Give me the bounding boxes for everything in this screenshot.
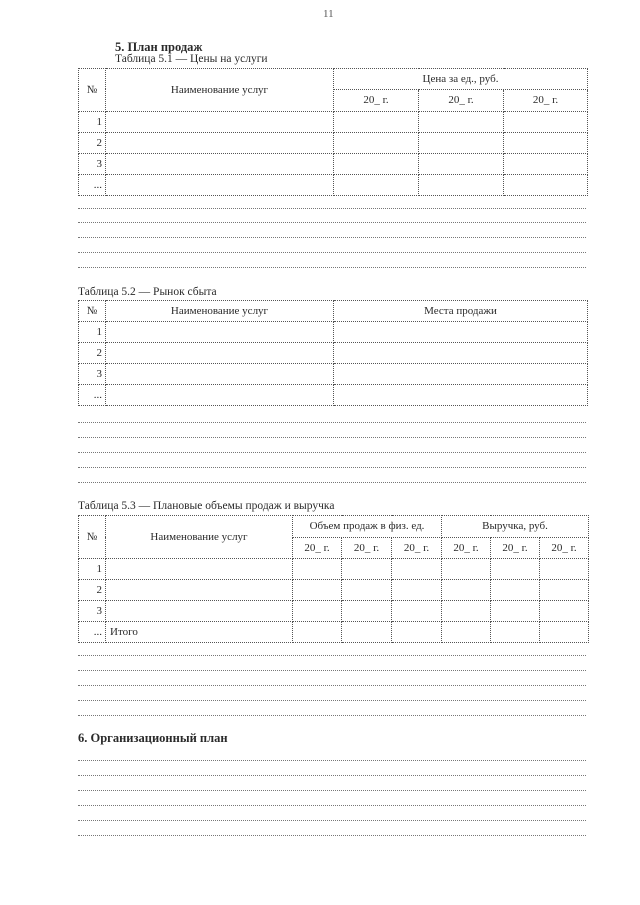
table-row <box>79 559 589 580</box>
section-6-heading: 6. Организационный план <box>78 731 228 745</box>
service-name-cell[interactable] <box>106 385 334 406</box>
table-row <box>79 133 588 154</box>
col-header-sales-volume: Объем продаж в физ. ед. <box>293 516 442 538</box>
revenue-cell[interactable] <box>540 601 589 622</box>
volume-cell[interactable] <box>392 580 442 601</box>
service-name-cell[interactable] <box>106 112 334 133</box>
row-number: 3 <box>79 601 106 622</box>
price-cell[interactable] <box>419 133 504 154</box>
service-name-cell[interactable] <box>106 364 334 385</box>
row-number: ... <box>79 175 106 196</box>
col-header-no: № <box>79 301 106 322</box>
row-number: 1 <box>79 559 106 580</box>
table-row <box>79 112 588 133</box>
revenue-cell[interactable] <box>491 622 540 643</box>
writing-line[interactable] <box>78 820 586 821</box>
volume-cell[interactable] <box>342 601 392 622</box>
table-5-2 <box>78 300 588 406</box>
writing-line[interactable] <box>78 452 586 453</box>
table-row <box>79 601 589 622</box>
price-cell[interactable] <box>334 112 419 133</box>
service-name-cell[interactable] <box>106 343 334 364</box>
sales-place-cell[interactable] <box>334 364 588 385</box>
row-number: 1 <box>79 112 106 133</box>
sales-place-cell[interactable] <box>334 322 588 343</box>
price-cell[interactable] <box>419 175 504 196</box>
year-header: 20_ г. <box>540 537 589 559</box>
writing-line[interactable] <box>78 252 586 253</box>
year-header: 20_ г. <box>419 89 504 111</box>
table-row <box>79 580 589 601</box>
revenue-cell[interactable] <box>491 601 540 622</box>
revenue-cell[interactable] <box>491 559 540 580</box>
page-number: 11 <box>323 8 334 20</box>
revenue-cell[interactable] <box>491 580 540 601</box>
volume-cell[interactable] <box>342 559 392 580</box>
col-header-service-name: Наименование услуг <box>106 516 293 559</box>
price-cell[interactable] <box>334 154 419 175</box>
year-header: 20_ г. <box>504 89 588 111</box>
table-5-1 <box>78 68 588 196</box>
price-cell[interactable] <box>504 154 588 175</box>
table-row <box>79 322 588 343</box>
table-row <box>79 175 588 196</box>
table-row <box>79 343 588 364</box>
revenue-cell[interactable] <box>540 580 589 601</box>
writing-line[interactable] <box>78 655 586 656</box>
year-header: 20_ г. <box>342 537 392 559</box>
volume-cell[interactable] <box>293 601 342 622</box>
service-name-cell[interactable] <box>106 175 334 196</box>
writing-line[interactable] <box>78 715 586 716</box>
writing-line[interactable] <box>78 790 586 791</box>
col-header-service-name: Наименование услуг <box>106 69 334 112</box>
table-row <box>79 154 588 175</box>
writing-line[interactable] <box>78 267 586 268</box>
col-header-service-name: Наименование услуг <box>106 301 334 322</box>
section-5-heading: 5. План продаж <box>115 40 203 54</box>
writing-line[interactable] <box>78 775 586 776</box>
writing-line[interactable] <box>78 237 586 238</box>
col-header-sales-places: Места продажи <box>334 301 588 322</box>
writing-line[interactable] <box>78 835 586 836</box>
price-cell[interactable] <box>334 133 419 154</box>
writing-line[interactable] <box>78 422 586 423</box>
service-name-cell[interactable] <box>106 154 334 175</box>
writing-line[interactable] <box>78 437 586 438</box>
row-number: ... <box>79 622 106 643</box>
writing-line[interactable] <box>78 685 586 686</box>
writing-line[interactable] <box>78 482 586 483</box>
service-name-cell[interactable] <box>106 601 293 622</box>
table-row <box>79 364 588 385</box>
row-number: 2 <box>79 343 106 364</box>
price-cell[interactable] <box>504 175 588 196</box>
price-cell[interactable] <box>504 133 588 154</box>
volume-cell[interactable] <box>342 580 392 601</box>
year-header: 20_ г. <box>293 537 342 559</box>
price-cell[interactable] <box>334 175 419 196</box>
volume-cell[interactable] <box>293 622 342 643</box>
volume-cell[interactable] <box>392 622 442 643</box>
table-5-3-caption: Таблица 5.3 — Плановые объемы продаж и выручка <box>78 500 335 512</box>
row-number: ... <box>79 385 106 406</box>
volume-cell[interactable] <box>293 559 342 580</box>
service-name-cell[interactable] <box>106 559 293 580</box>
revenue-cell[interactable] <box>442 622 491 643</box>
row-number: 2 <box>79 580 106 601</box>
revenue-cell[interactable] <box>442 559 491 580</box>
writing-line[interactable] <box>78 760 586 761</box>
table-5-1-caption: Таблица 5.1 — Цены на услуги <box>115 53 268 65</box>
table-5-3 <box>78 515 589 643</box>
year-header: 20_ г. <box>334 89 419 111</box>
writing-line[interactable] <box>78 467 586 468</box>
volume-cell[interactable] <box>342 622 392 643</box>
price-cell[interactable] <box>419 154 504 175</box>
col-header-price: Цена за ед., руб. <box>334 69 588 90</box>
year-header: 20_ г. <box>392 537 442 559</box>
revenue-cell[interactable] <box>442 601 491 622</box>
row-number: 3 <box>79 154 106 175</box>
table-row <box>79 385 588 406</box>
service-name-cell[interactable] <box>106 322 334 343</box>
col-header-revenue: Выручка, руб. <box>442 516 589 538</box>
row-number: 1 <box>79 322 106 343</box>
writing-line[interactable] <box>78 670 586 671</box>
year-header: 20_ г. <box>442 537 491 559</box>
volume-cell[interactable] <box>392 559 442 580</box>
table-5-2-caption: Таблица 5.2 — Рынок сбыта <box>78 286 217 298</box>
row-number: 3 <box>79 364 106 385</box>
year-header: 20_ г. <box>491 537 540 559</box>
total-label: Итого <box>106 622 293 643</box>
volume-cell[interactable] <box>293 580 342 601</box>
col-header-no: № <box>79 69 106 112</box>
service-name-cell[interactable] <box>106 133 334 154</box>
sales-place-cell[interactable] <box>334 343 588 364</box>
writing-line[interactable] <box>78 700 586 701</box>
table-row-total <box>79 622 589 643</box>
service-name-cell[interactable] <box>106 580 293 601</box>
price-cell[interactable] <box>504 112 588 133</box>
writing-line[interactable] <box>78 208 586 209</box>
sales-place-cell[interactable] <box>334 385 588 406</box>
revenue-cell[interactable] <box>540 622 589 643</box>
revenue-cell[interactable] <box>540 559 589 580</box>
volume-cell[interactable] <box>392 601 442 622</box>
price-cell[interactable] <box>419 112 504 133</box>
writing-line[interactable] <box>78 222 586 223</box>
row-number: 2 <box>79 133 106 154</box>
col-header-no: № <box>79 516 106 559</box>
revenue-cell[interactable] <box>442 580 491 601</box>
writing-line[interactable] <box>78 805 586 806</box>
